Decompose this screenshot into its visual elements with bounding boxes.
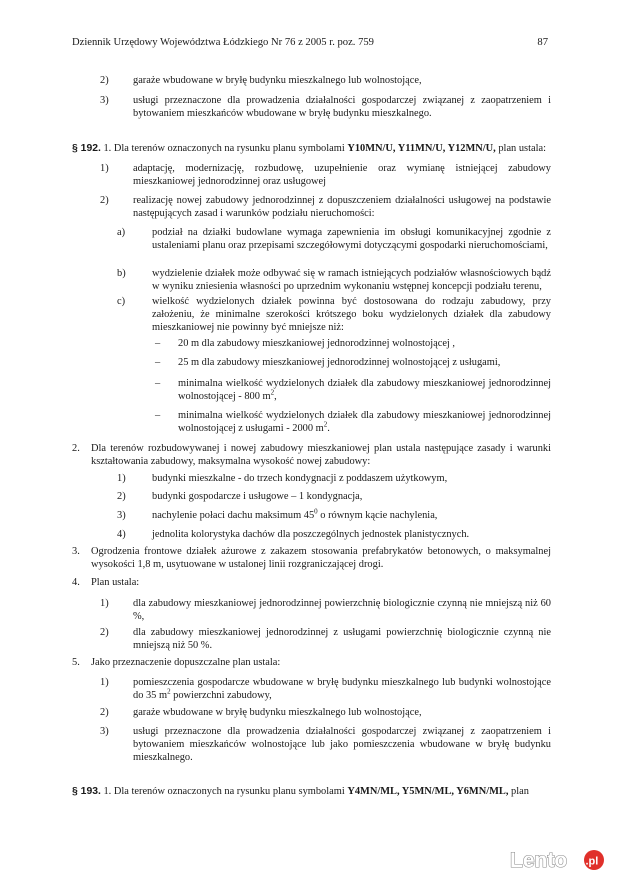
intro-text-end: plan ustala: bbox=[495, 143, 546, 154]
paragraph-number: 5. bbox=[72, 657, 80, 668]
journal-title: Dziennik Urzędowy Województwa Łódzkiego Nr 76 z 2005 r. poz. 759 bbox=[72, 37, 374, 48]
list-item-text: usługi przeznaczone dla prowadzenia działalności gospodarczej związanej z zaopatrzeniem i bytowaniem mieszkańców wbudowane w bryłę budynku mieszkalnego. bbox=[133, 95, 551, 119]
list-number: 2) bbox=[117, 491, 126, 502]
dash-bullet: – bbox=[155, 357, 161, 368]
dash-text: minimalna wielkość wydzielonych działek dla zabudowy mieszkaniowej jednorodzinnej wolnostojącej z usługami - 2000 m bbox=[178, 410, 551, 434]
list-item-text: budynki gospodarcze i usługowe – 1 kondygnacja, bbox=[152, 491, 363, 502]
item-text-end: o równym kącie nachylenia, bbox=[317, 510, 438, 521]
dash-text-end: , bbox=[274, 391, 277, 402]
dash-text: minimalna wielkość wydzielonych działek dla zabudowy mieszkaniowej jednorodzinnej wolnostojącej - 800 m bbox=[178, 378, 551, 402]
zone-symbols: Y4MN/ML, Y5MN/ML, Y6MN/ML, bbox=[347, 786, 509, 797]
list-item-text: usługi przeznaczone dla prowadzenia działalności gospodarczej związanej z zaopatrzeniem i bytowaniem mieszkańców wolnostojące lub jako pomieszczenia wbudowane w bryłę budynku mieszkalnego. bbox=[133, 726, 551, 763]
paragraph-number: 4. bbox=[72, 577, 80, 588]
list-item-text: adaptację, modernizację, rozbudowę, uzupełnienie oraz wymianę istniejącej zabudowy mieszkaniowej jednorodzinnej oraz usługowej bbox=[133, 163, 551, 187]
sub-letter: a) bbox=[117, 227, 126, 238]
dash-item-text bbox=[178, 377, 551, 403]
sub-item-text: podział na działki budowlane wymaga zapewnienia im obsługi komunikacyjnej zgodnie z ustaleniami planu oraz przepisami szczegółowymi dotyczącymi gospodarki nieruchomościami, bbox=[152, 227, 551, 251]
sub-item-text: wydzielenie działek może odbywać się w ramach istniejących podziałów własnościowych bądź w wyniku zniesienia własności po uprzednim wykonaniu wstępnej koncepcji podziału terenu, bbox=[152, 268, 551, 292]
paragraph-number: 2. bbox=[72, 443, 80, 454]
list-item-text: realizację nowej zabudowy jednorodzinnej z dopuszczeniem działalności usługowej na podstawie następujących zasad i warunków podziału nieruchomości: bbox=[133, 195, 551, 219]
page-number: 87 bbox=[537, 37, 548, 48]
superscript: 0 bbox=[314, 507, 318, 516]
list-number: 2) bbox=[100, 75, 109, 86]
lento-logo-icon bbox=[508, 846, 612, 874]
intro-text: 1. Dla terenów oznaczonych na rysunku planu symbolami bbox=[100, 143, 348, 154]
superscript: 2 bbox=[270, 388, 275, 397]
page-header bbox=[72, 36, 548, 49]
section-193-intro bbox=[72, 785, 551, 798]
intro-text-end: plan bbox=[508, 786, 529, 797]
item-text: nachylenie połaci dachu maksimum 45 bbox=[152, 510, 315, 521]
section-193-label: § 193. bbox=[72, 786, 101, 797]
list-number: 3) bbox=[100, 726, 109, 737]
dash-bullet: – bbox=[155, 338, 161, 349]
dash-bullet: – bbox=[155, 410, 161, 421]
list-number: 2) bbox=[100, 627, 109, 638]
list-number: 3) bbox=[100, 95, 109, 106]
paragraph-text: Jako przeznaczenie dopuszczalne plan ustala: bbox=[91, 657, 281, 668]
svg-text:.pl: .pl bbox=[585, 855, 599, 868]
item-text-end: powierzchni zabudowy, bbox=[170, 690, 272, 701]
list-number: 3) bbox=[117, 510, 126, 521]
section-192-label: § 192. bbox=[72, 143, 101, 154]
list-number: 4) bbox=[117, 529, 126, 540]
list-number: 1) bbox=[117, 473, 126, 484]
paragraph-text: Plan ustala: bbox=[91, 577, 140, 588]
item-text: pomieszczenia gospodarcze wbudowane w bryłę budynku mieszkalnego lub budynki wolnostojące do 35 m bbox=[133, 677, 551, 701]
superscript: 2 bbox=[323, 420, 328, 429]
list-item-text: dla zabudowy mieszkaniowej jednorodzinnej powierzchnię biologicznie czynną nie mniejszą niż 60 %, bbox=[133, 598, 551, 622]
lento-watermark-logo bbox=[508, 846, 612, 874]
list-number: 1) bbox=[100, 163, 109, 174]
list-item-text bbox=[133, 676, 551, 702]
dash-bullet: – bbox=[155, 378, 161, 389]
superscript: 2 bbox=[167, 687, 171, 696]
list-number: 2) bbox=[100, 707, 109, 718]
list-item-text: garaże wbudowane w bryłę budynku mieszkalnego lub wolnostojące, bbox=[133, 75, 422, 86]
list-item-text: dla zabudowy mieszkaniowej jednorodzinnej z usługami powierzchnię biologicznie czynną nie mniejszą niż 50 %. bbox=[133, 627, 551, 651]
section-192-intro bbox=[72, 142, 551, 155]
svg-text:Lento: Lento bbox=[510, 849, 568, 872]
list-item-text: budynki mieszkalne - do trzech kondygnacji z poddaszem użytkowym, bbox=[152, 473, 448, 484]
dash-item-text: 25 m dla zabudowy mieszkaniowej jednorodzinnej wolnostojącej z usługami, bbox=[178, 357, 501, 368]
sub-letter: c) bbox=[117, 296, 126, 307]
list-number: 2) bbox=[100, 195, 109, 206]
list-item-text: garaże wbudowane w bryłę budynku mieszkalnego lub wolnostojące, bbox=[133, 707, 422, 718]
dash-text-end: . bbox=[327, 423, 330, 434]
list-item-text bbox=[152, 509, 437, 522]
dash-item-text: 20 m dla zabudowy mieszkaniowej jednorodzinnej wolnostojącej , bbox=[178, 338, 456, 349]
list-number: 1) bbox=[100, 598, 109, 609]
dash-item-text bbox=[178, 409, 551, 435]
paragraph-text: Dla terenów rozbudowywanej i nowej zabudowy mieszkaniowej plan ustala następujące zasady i warunki kształtowania zabudowy, maksymalna wysokość nowej zabudowy: bbox=[91, 443, 551, 467]
paragraph-number: 3. bbox=[72, 546, 80, 557]
sub-item-text: wielkość wydzielonych działek powinna być dostosowana do rodzaju zabudowy, przy założeniu, że minimalne szerokości krótszego boku wydzielonych działek dla zabudowy mieszkaniowej nie powinny być mniejsze niż: bbox=[152, 296, 551, 333]
intro-text: 1. Dla terenów oznaczonych na rysunku planu symbolami bbox=[100, 786, 348, 797]
paragraph-text: Ogrodzenia frontowe działek ażurowe z zakazem stosowania prefabrykatów betonowych, o maksymalnej wysokości 1,8 m, usytuowane w ustalonej linii rozgraniczającej drogi. bbox=[91, 546, 551, 570]
sub-letter: b) bbox=[117, 268, 126, 279]
list-number: 1) bbox=[100, 677, 109, 688]
zone-symbols: Y10MN/U, Y11MN/U, Y12MN/U, bbox=[347, 143, 496, 154]
list-item-text: jednolita kolorystyka dachów dla poszczególnych jednostek planistycznych. bbox=[152, 529, 470, 540]
